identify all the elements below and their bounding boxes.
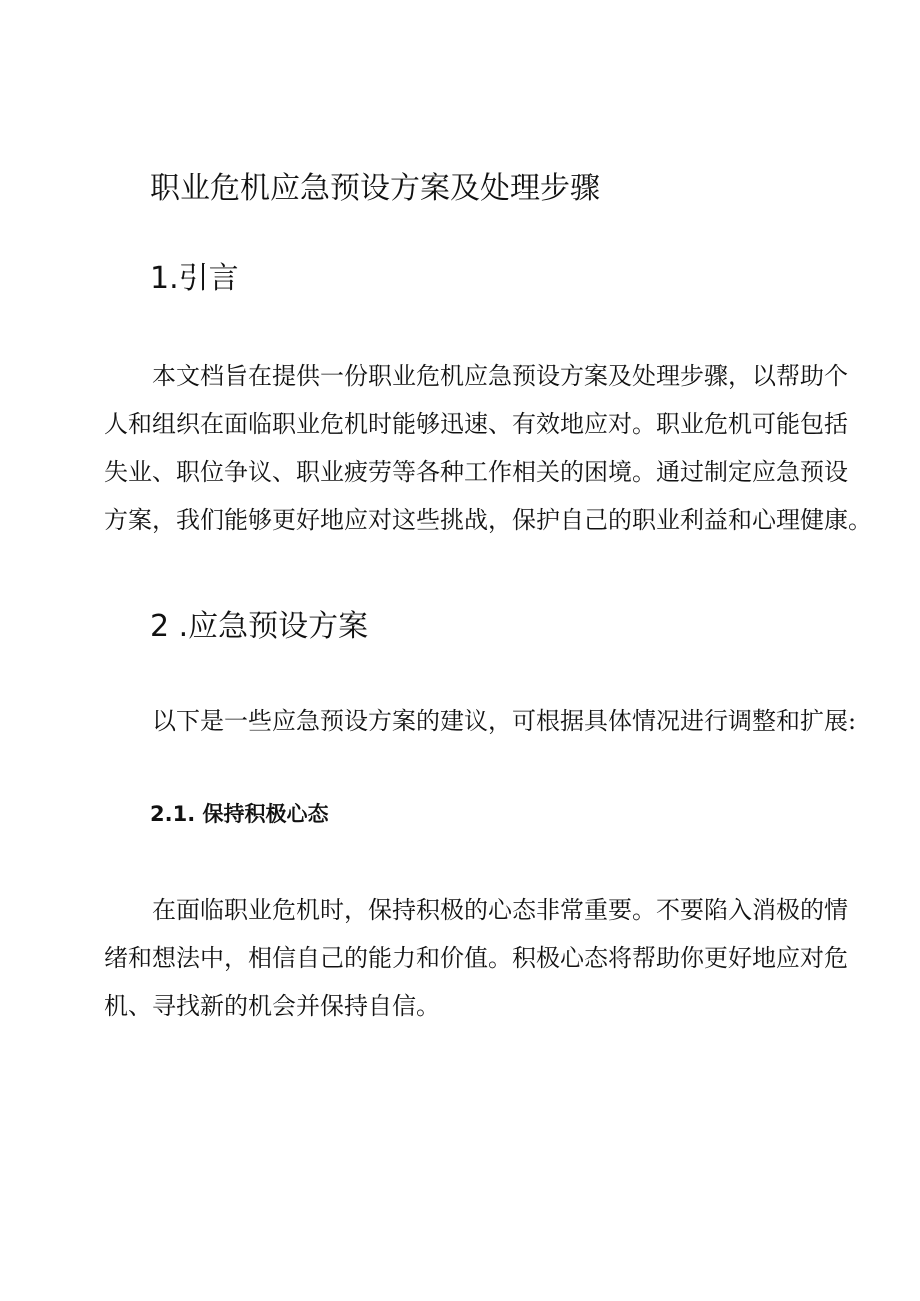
paragraph-line: 机、寻找新的机会并保持自信。 [104,992,440,1020]
section-heading-intro: 1.引言 [150,261,239,296]
plans-lead-paragraph [104,697,857,745]
paragraph-line: 方案，我们能够更好地应对这些挑战，保护自己的职业利益和心理健康。 [104,506,872,534]
intro-paragraph [104,352,872,544]
paragraph-line: 绪和想法中，相信自己的能力和价值。积极心态将帮助你更好地应对危 [104,944,848,972]
paragraph-line: 本文档旨在提供一份职业危机应急预设方案及处理步骤，以帮助个 [152,362,848,390]
paragraph-line: 在面临职业危机时，保持积极的心态非常重要。不要陷入消极的情 [152,896,848,924]
document-title: 职业危机应急预设方案及处理步骤 [150,171,600,206]
paragraph-line: 失业、职位争议、职业疲劳等各种工作相关的困境。通过制定应急预设 [104,458,848,486]
subsection-heading-positive-mindset: 2.1. 保持积极心态 [150,802,329,826]
positive-mindset-paragraph [104,886,848,1030]
section-heading-plans: 2 .应急预设方案 [150,609,369,644]
paragraph-line: 人和组织在面临职业危机时能够迅速、有效地应对。职业危机可能包括 [104,410,848,438]
paragraph-line: 以下是一些应急预设方案的建议，可根据具体情况进行调整和扩展: [152,707,857,735]
